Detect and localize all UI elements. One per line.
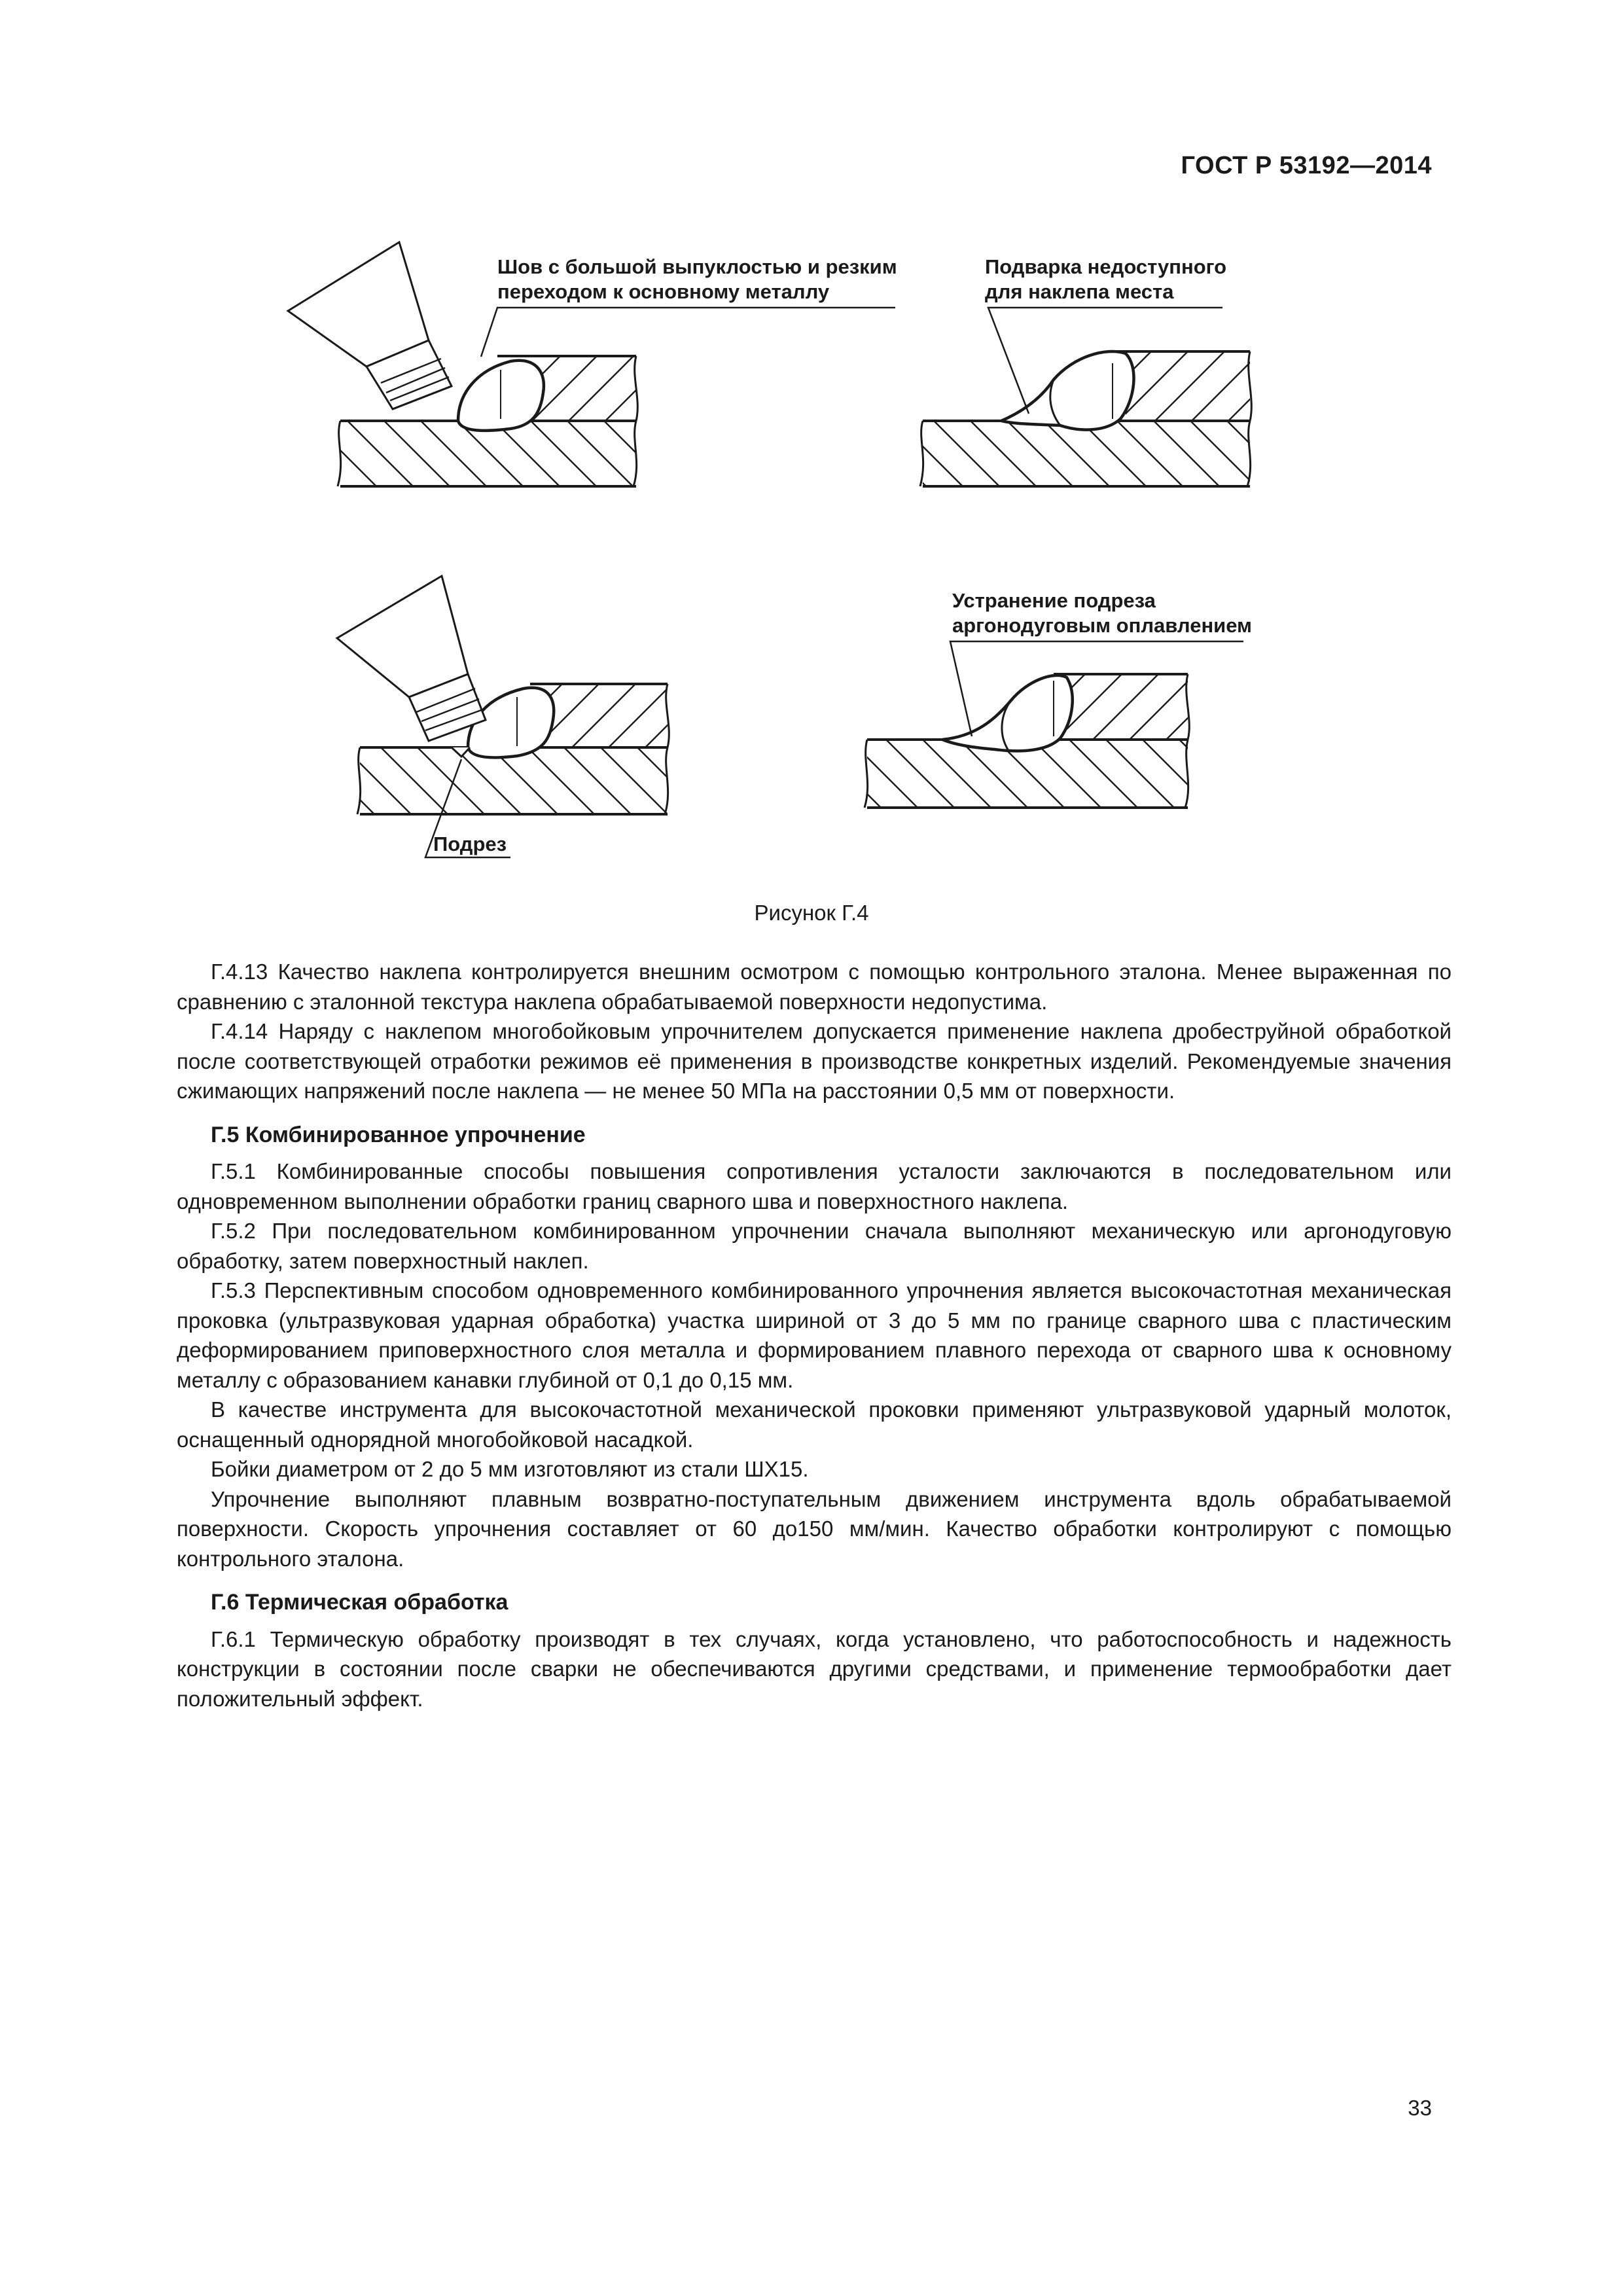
top-plate — [543, 684, 668, 747]
label-tr-2: для наклепа места — [985, 280, 1174, 303]
label-tl-1: Шов с большой выпуклостью и резким — [497, 255, 897, 278]
heading-g6: Г.6 Термическая обработка — [211, 1590, 508, 1615]
label-br-1: Устранение подреза — [952, 589, 1156, 612]
label-br-2: аргонодуговым оплавлением — [952, 614, 1252, 637]
document-number: ГОСТ Р 53192—2014 — [1181, 152, 1432, 179]
paragraph-motion: Упрочнение выполняют плавным возвратно-поступательным движением инструмента вдоль обрабатываемой поверхности. Скорость упрочнения составляет от 60 до150 мм/мин. Качество обработки контролируют с помощью контрольного эталона. — [177, 1486, 1452, 1571]
label-tl-2: переходом к основному металлу — [497, 280, 830, 303]
hammer-tool — [288, 242, 452, 409]
paragraph-g5-3: Г.5.3 Перспективным способом одновременного комбинированного упрочнения является высокочастотная механическая проковка (ультразвуковая ударная обработка) участка шириной от 3 до 5 мм по границе сварного шва с пластическим деформированием приповерхностного слоя металла и формированием плавного перехода от сварного шва к основному металлу с образованием канавки глубиной от 0,1 до 0,15 мм. — [177, 1278, 1452, 1392]
paragraph-g5-2: Г.5.2 При последовательном комбинированном упрочнении сначала выполняют механическую или аргонодуговую обработку, затем поверхностный наклеп. — [177, 1219, 1452, 1273]
paragraph-g4-14: Г.4.14 Наряду с наклепом многобойковым упрочнителем допускается применение наклепа дробеструйной обработкой после соответствующей отработки режимов её применения в производстве конкретных изделий. Рекомендуемые значения сжимающих напряжений после наклепа — не менее 50 МПа на расстоянии 0,5 мм от поверхности. — [177, 1019, 1452, 1103]
paragraph-strikers: Бойки диаметром от 2 до 5 мм изготовляют из стали ШХ15. — [211, 1457, 809, 1481]
figure-caption: Рисунок Г.4 — [754, 901, 869, 925]
label-tr-1: Подварка недоступного — [985, 255, 1227, 278]
hammer-tool — [337, 576, 486, 741]
diagram-top-left — [288, 242, 897, 486]
top-plate — [1063, 674, 1188, 740]
page-number: 33 — [1408, 2096, 1432, 2120]
diagram-top-right — [920, 255, 1251, 486]
paragraph-g6-1: Г.6.1 Термическую обработку производят в тех случаях, когда установлено, что работоспособность и надежность конструкции в состоянии после сварки не обеспечиваются другими средствами, и применение термообработки дает положительный эффект. — [177, 1626, 1452, 1711]
paragraph-tool: В качестве инструмента для высокочастотной механической проковки применяют ультразвуковой ударный молоток, оснащенный однорядной многобойковой насадкой. — [177, 1397, 1452, 1452]
diagram-bottom-left — [337, 576, 669, 857]
paragraph-g4-13: Г.4.13 Качество наклепа контролируется внешним осмотром с помощью контрольного эталона. Менее выраженная по сравнению с эталонной текстура наклепа обрабатываемой поверхности недопустима. — [177, 960, 1452, 1014]
weld-bead — [942, 675, 1073, 751]
diagram-bottom-right — [865, 589, 1252, 808]
figure-g4 — [0, 0, 1623, 877]
weld-diagrams — [0, 0, 1623, 877]
heading-g5: Г.5 Комбинированное упрочнение — [211, 1122, 586, 1147]
label-bl: Подрез — [433, 833, 507, 855]
paragraph-g5-1: Г.5.1 Комбинированные способы повышения сопротивления усталости заключаются в последовательном или одновременном выполнении обработки границ сварного шва и поверхностного наклепа. — [177, 1159, 1452, 1213]
body-text — [177, 957, 1452, 1713]
weld-bead — [1001, 351, 1133, 430]
top-plate — [1126, 351, 1250, 421]
